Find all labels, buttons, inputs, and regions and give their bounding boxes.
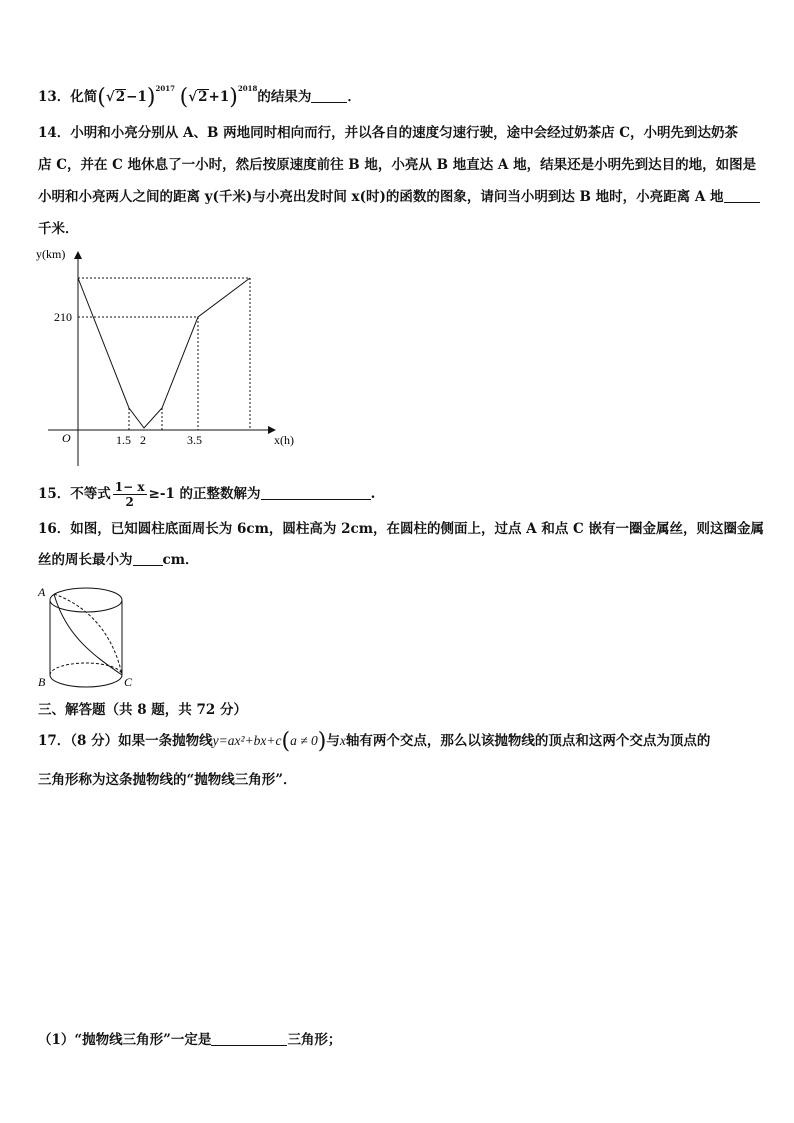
point-b-label: B [38, 675, 46, 689]
cylinder-top [50, 588, 122, 612]
radicand-2: 2 [198, 89, 208, 105]
q14-line-3 [38, 188, 760, 206]
exponent-1: 2017 [155, 84, 175, 93]
q14-line-3-text: 小明和小亮两人之间的距离 y(千米)与小亮出发时间 x(时)的函数的图象，请问当小明到达 B 地时，小亮距离 A 地 [38, 189, 724, 205]
section-heading: 三、解答题（共 8 题，共 72 分） [38, 702, 247, 718]
left-paren-2: ( [179, 85, 189, 110]
cylinder-bottom-back [50, 663, 122, 675]
sqrt-sign-2: √ [188, 89, 198, 105]
q17-part-1-text: （1）“抛物线三角形”一定是 [38, 1032, 212, 1048]
q16-line-2-text: 丝的周长最小为 [38, 552, 133, 568]
answer-blank-15[interactable] [261, 485, 371, 500]
x-tick-3-5: 3.5 [187, 433, 202, 447]
x-tick-2: 2 [140, 433, 146, 447]
q15-suffix: ≥-1 的正整数解为 [148, 486, 261, 502]
x-variable: x [339, 733, 346, 748]
point-a-label: A [38, 585, 46, 599]
q16-line-1: 16．如图，已知圆柱底面周长为 6cm，圆柱高为 2cm，在圆柱的侧面上，过点 A 和点 C 嵌有一圈金属丝，则这圈金属 [38, 521, 764, 537]
plus-one: +1 [208, 89, 230, 105]
answer-blank-14[interactable] [724, 188, 760, 203]
q14-line-4: 千米． [38, 221, 79, 237]
condition: a ≠ 0 [290, 733, 318, 748]
radicand-1: 2 [115, 89, 126, 105]
q13-prefix: 化简 [70, 89, 98, 105]
minus-one: −1 [126, 89, 147, 105]
answer-blank-17-1[interactable] [211, 1031, 287, 1046]
cond-right-paren: ) [317, 729, 327, 754]
q17-prefix: 17．（8 分）如果一条抛物线 [38, 733, 213, 749]
q17-suffix: 轴有两个交点，那么以该抛物线的顶点和这两个交点为顶点的 [345, 733, 711, 749]
q13-number: 13． [38, 89, 71, 105]
sqrt-sign: √ [105, 89, 115, 105]
q13-suffix: 的结果为 [257, 89, 312, 105]
q17-line-1 [38, 729, 711, 754]
q15-end: . [370, 486, 376, 502]
fraction-denominator: 2 [125, 495, 134, 509]
cond-left-paren: ( [281, 729, 291, 754]
right-paren-2: ) [229, 85, 238, 110]
y-tick-210: 210 [54, 310, 72, 324]
cylinder-figure [36, 582, 146, 694]
q13-end: ． [347, 89, 361, 105]
q16-unit: cm． [162, 552, 199, 568]
cylinder-bottom-front [50, 675, 122, 687]
y-axis-label: y(km) [36, 247, 66, 261]
fraction [113, 480, 147, 509]
origin-label: O [62, 431, 71, 445]
x-tick-1-5: 1.5 [116, 433, 131, 447]
point-c-label: C [124, 675, 133, 689]
question-13 [38, 84, 361, 110]
fraction-numerator: 1− x [114, 480, 145, 494]
parabola-formula: y=ax²+bx+c [212, 733, 282, 748]
right-paren: ) [146, 85, 156, 110]
q15-prefix: 15．不等式 [38, 486, 111, 502]
q17-part-1 [38, 1031, 341, 1049]
q17-line-2: 三角形称为这条抛物线的“抛物线三角形”． [38, 772, 297, 788]
q16-line-2 [38, 551, 199, 569]
q14-line-2: 店 C，并在 C 地休息了一小时，然后按原速度前往 B 地，小亮从 B 地直达 A 地，结果还是小明先到达目的地，如图是 [38, 157, 757, 173]
x-axis-label: x(h) [274, 433, 294, 447]
q17-mid: 与 [326, 733, 340, 749]
answer-blank-13[interactable] [311, 88, 347, 103]
question-15 [38, 480, 375, 509]
q17-part-1-end: 三角形； [287, 1032, 342, 1048]
answer-blank-16[interactable] [133, 551, 163, 566]
left-paren: ( [97, 85, 106, 110]
distance-time-graph [30, 244, 330, 474]
q14-line-1: 14．小明和小亮分别从 A、B 两地同时相向而行，并以各自的速度匀速行驶，途中会经过奶茶店 C，小明先到达奶茶 [38, 125, 739, 141]
distance-curve [78, 278, 250, 428]
exponent-2: 2018 [237, 84, 258, 93]
